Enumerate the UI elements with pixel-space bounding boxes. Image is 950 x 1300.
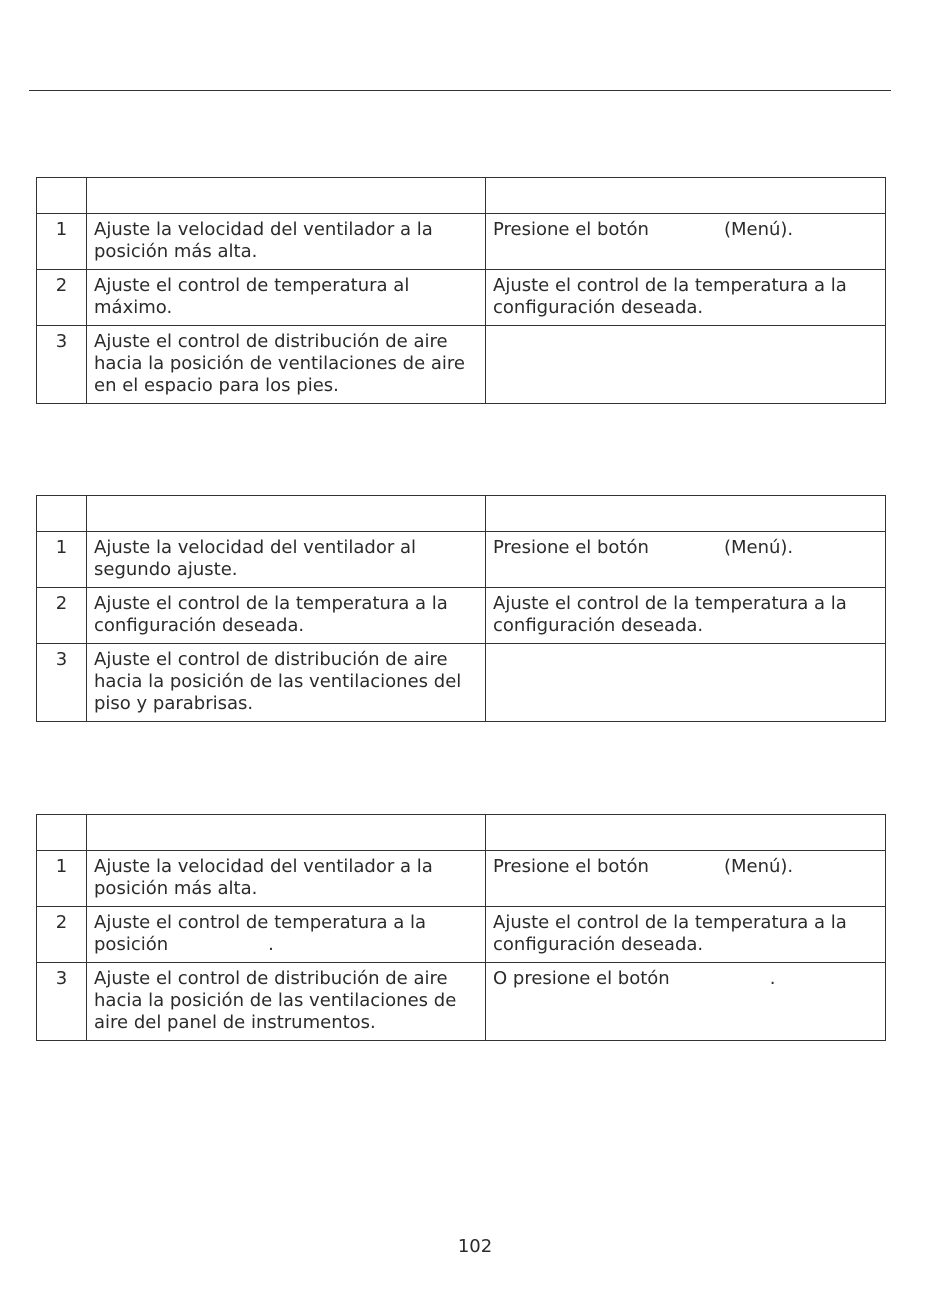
step-instruction: Ajuste el control de la temperatura a la configuración deseada. — [87, 588, 486, 644]
step-alternative-text: (Menú). — [723, 856, 794, 877]
header-cell — [37, 815, 87, 851]
step-instruction: Ajuste la velocidad del ventilador a la posición más alta. — [87, 851, 486, 907]
step-number: 2 — [37, 907, 87, 963]
step-alternative-text: Presione el botón — [493, 537, 649, 558]
table-row — [37, 963, 886, 1041]
step-alternative-text: Presione el botón — [493, 219, 649, 240]
step-instruction: Ajuste la velocidad del ventilador al segundo ajuste. — [87, 532, 486, 588]
step-alternative-text: (Menú). — [723, 219, 794, 240]
step-number: 1 — [37, 851, 87, 907]
header-rule — [29, 90, 891, 91]
table-header-row — [37, 815, 886, 851]
header-cell — [87, 815, 486, 851]
step-number: 1 — [37, 532, 87, 588]
step-number: 3 — [37, 644, 87, 722]
step-alternative-text: O presione el botón — [493, 968, 670, 989]
step-instruction-text: Ajuste el control de temperatura a la posición — [94, 912, 427, 955]
step-instruction: Ajuste el control de distribución de aire hacia la posición de las ventilaciones del piso y parabrisas. — [87, 644, 486, 722]
table-row — [37, 270, 886, 326]
header-cell — [486, 178, 886, 214]
step-alternative — [486, 963, 886, 1041]
table-row — [37, 907, 886, 963]
step-instruction: Ajuste el control de distribución de aire hacia la posición de las ventilaciones de aire del panel de instrumentos. — [87, 963, 486, 1041]
step-instruction — [87, 907, 486, 963]
step-number: 3 — [37, 326, 87, 404]
table-row — [37, 588, 886, 644]
page-number: 102 — [457, 1236, 493, 1257]
step-alternative: Ajuste el control de la temperatura a la configuración deseada. — [486, 907, 886, 963]
step-instruction: Ajuste la velocidad del ventilador a la posición más alta. — [87, 214, 486, 270]
table-row — [37, 644, 886, 722]
step-alternative — [486, 326, 886, 404]
header-cell — [37, 496, 87, 532]
step-alternative: Ajuste el control de la temperatura a la configuración deseada. — [486, 588, 886, 644]
header-cell — [87, 178, 486, 214]
step-alternative — [486, 214, 886, 270]
step-number: 2 — [37, 588, 87, 644]
steps-table-1 — [36, 177, 886, 404]
step-alternative-text: Presione el botón — [493, 856, 649, 877]
step-alternative — [486, 532, 886, 588]
step-alternative — [486, 851, 886, 907]
steps-table-3 — [36, 814, 886, 1041]
table-row — [37, 532, 886, 588]
header-cell — [87, 496, 486, 532]
step-instruction: Ajuste el control de temperatura al máximo. — [87, 270, 486, 326]
table-header-row — [37, 178, 886, 214]
steps-table-2 — [36, 495, 886, 722]
header-cell — [37, 178, 87, 214]
step-number: 1 — [37, 214, 87, 270]
table-row — [37, 214, 886, 270]
step-instruction: Ajuste el control de distribución de aire hacia la posición de ventilaciones de aire en el espacio para los pies. — [87, 326, 486, 404]
step-alternative-text: . — [769, 968, 776, 989]
step-number: 2 — [37, 270, 87, 326]
step-alternative: Ajuste el control de la temperatura a la configuración deseada. — [486, 270, 886, 326]
header-cell — [486, 496, 886, 532]
step-alternative — [486, 644, 886, 722]
table-row — [37, 326, 886, 404]
step-number: 3 — [37, 963, 87, 1041]
step-alternative-text: (Menú). — [723, 537, 794, 558]
header-cell — [486, 815, 886, 851]
table-header-row — [37, 496, 886, 532]
table-row — [37, 851, 886, 907]
step-instruction-text: . — [268, 934, 274, 955]
